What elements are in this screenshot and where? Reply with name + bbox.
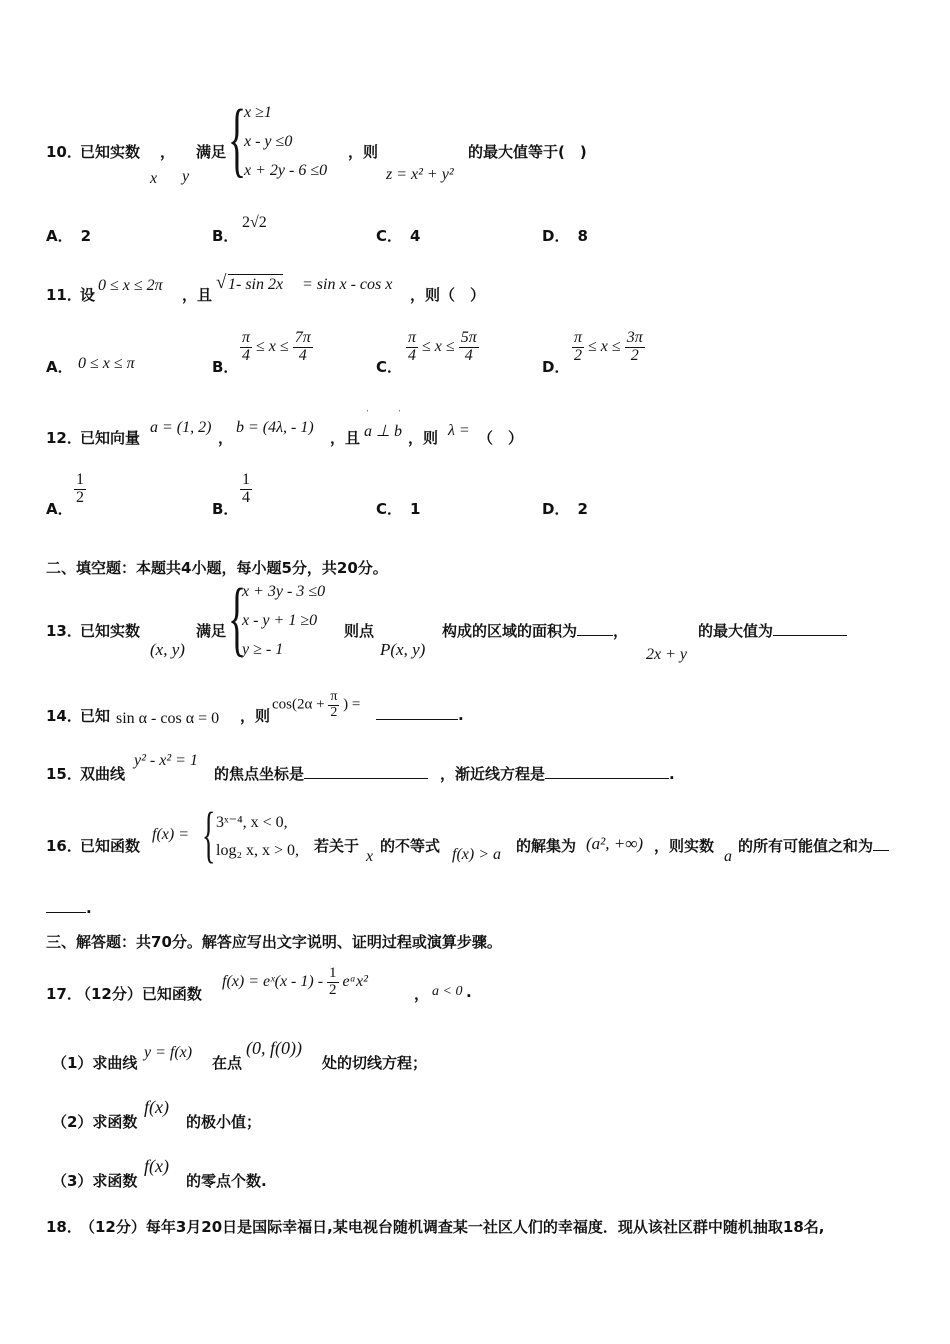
sqrt-icon: √ (216, 272, 227, 293)
q14-condition: sin α - cos α = 0 (116, 710, 220, 727)
q11-option-b-label: B． (212, 358, 239, 376)
q11-option-a-value: 0 ≤ x ≤ π (78, 355, 135, 372)
q12-option-b-label: B． (212, 500, 239, 518)
q13-stem-3: 则点 (344, 622, 375, 640)
q12-stem-3: ，则 (408, 429, 439, 447)
q13-stem-1: 已知实数 (80, 622, 141, 640)
q14-number: 14． (46, 707, 82, 725)
q11-option-d-value: $\frac{\pi}{2}$ ≤ x ≤ $\frac{3\pi}{2}$ (574, 329, 643, 364)
q16-stem-1: 已知函数 (80, 837, 141, 855)
q16-number: 16． (46, 837, 82, 855)
q18-text: （12分）每年3月20日是国际幸福日,某电视台随机调查某一社区人们的幸福度．现从该社区群中随机抽取18名, (80, 1218, 825, 1236)
q12-comma: ， (218, 429, 234, 447)
q13-brace: { (228, 572, 247, 665)
q17-part-1-label: （1）求曲线 (52, 1054, 138, 1072)
q10-constraint-1: x ≥1 (244, 104, 272, 121)
q12-stem-2: ，且 (330, 429, 361, 447)
section-3-heading: 三、解答题：共70分。解答应写出文字说明、证明过程或演算步骤。 (46, 933, 502, 951)
q13-stem-2: 满足 (196, 622, 227, 640)
q10-stem-3: ，则 (348, 143, 379, 161)
q11-number: 11． (46, 286, 82, 304)
q10-option-c: C． 4 (376, 227, 421, 245)
q13-constraint-2: x - y + 1 ≥0 (242, 612, 318, 629)
section-2-heading: 二、填空题：本题共4小题，每小题5分，共20分。 (46, 559, 388, 577)
q17-number: 17． (46, 985, 82, 1003)
q10-stem-1: 已知实数 (80, 143, 141, 161)
q16-stem-2: 若关于 (314, 837, 360, 855)
q10-constraint-2: x - y ≤0 (244, 133, 293, 150)
q12-option-c: C． 1 (376, 500, 421, 518)
q16-inequality: f(x) > a (452, 846, 501, 863)
q16-stem-3: 的不等式 (380, 837, 441, 855)
q13-expression: 2x + y (646, 646, 687, 663)
q12-stem-4: （ ） (478, 429, 524, 447)
q17-part-3-function: f(x) (144, 1156, 169, 1176)
q12-vector-b: b = (4λ, - 1) (236, 419, 314, 436)
q17-part-3-label: （3）求函数 (52, 1172, 138, 1190)
q17-function: f(x) = eˣ(x - 1) - $\frac{1}{2}$ eᵃx² (222, 965, 368, 998)
q16-piece-2: log₂ x, x > 0, (216, 842, 300, 859)
q10-brace: { (228, 93, 247, 186)
q11-stem-3: ，则（ ） (410, 286, 486, 304)
q16-stem-6: 的所有可能值之和为 (738, 835, 889, 856)
q17-part-2-function: f(x) (144, 1097, 169, 1117)
q10-var-x: x (150, 170, 158, 187)
q16-var-x: x (366, 848, 374, 865)
vector-arrow-icon: ˈ (398, 409, 402, 420)
q10-number: 10． (46, 143, 82, 161)
q10-objective: z = x² + y² (386, 166, 454, 183)
q10-option-b-value: 2√2 (242, 214, 267, 231)
q12-lambda: λ = (448, 422, 470, 439)
q12-stem-1: 已知向量 (80, 429, 141, 447)
q14-answer-blank: . (376, 705, 464, 724)
q15-number: 15． (46, 765, 82, 783)
vector-arrow-icon: ˈ (366, 409, 370, 420)
q16-function: f(x) = (152, 826, 189, 843)
q10-option-a: A． 2 (46, 227, 92, 245)
q16-piece-1: 3ˣ⁻⁴, x < 0, (216, 814, 288, 831)
q16-answer-blank: . (46, 898, 92, 917)
q15-stem-1: 双曲线 (80, 765, 126, 783)
q13-pair: (x, y) (150, 640, 185, 659)
q15-equation: y² - x² = 1 (134, 752, 198, 769)
q10-constraint-3: x + 2y - 6 ≤0 (244, 162, 328, 179)
q10-stem-4: 的最大值等于( ) (468, 143, 587, 161)
q10-option-b-label: B． (212, 227, 239, 245)
q14-expression: cos(2α + $\frac{\pi}{2}$ ) = (272, 689, 361, 720)
q13-constraint-3: y ≥ - 1 (242, 641, 284, 658)
q15-stem-3: ，渐近线方程是 . (440, 765, 675, 783)
q13-stem-5: 的最大值为 (698, 620, 847, 641)
q14-stem-1: 已知 (80, 707, 111, 725)
q12-option-a-value: $\frac{1}{2}$ (76, 471, 84, 506)
q11-condition: 0 ≤ x ≤ 2π (98, 277, 163, 294)
q11-stem-1: 设 (80, 286, 96, 304)
q17-part-1-end: 处的切线方程； (322, 1054, 428, 1072)
q10-option-d: D． 8 (542, 227, 588, 245)
q11-equation-right: = sin x - cos x (302, 276, 393, 293)
q13-constraint-1: x + 3y - 3 ≤0 (242, 583, 326, 600)
q12-option-d: D． 2 (542, 500, 588, 518)
q12-option-a-label: A． (46, 500, 73, 518)
q17-comma: ， (414, 985, 430, 1003)
q16-stem-4: 的解集为 (516, 837, 577, 855)
q17-part-2-label: （2）求函数 (52, 1113, 138, 1131)
q17-part-1-curve: y = f(x) (144, 1044, 193, 1061)
q10-var-y: y (182, 168, 190, 185)
q16-var-a: a (724, 848, 732, 865)
q17-part-2-text: 的极小值； (186, 1113, 262, 1131)
q12-option-b-value: $\frac{1}{4}$ (242, 471, 250, 506)
q17-part-1-point: (0, f(0)) (246, 1038, 302, 1058)
q11-option-a-label: A． (46, 358, 73, 376)
q17-dot: . (466, 983, 472, 1001)
q12-perpendicular: a ⊥ b (364, 423, 402, 440)
q16-solution-set: (a², +∞) (586, 834, 644, 853)
q11-stem-2: ，且 (182, 286, 213, 304)
q18-number: 18． (46, 1218, 82, 1236)
q10-stem-2: 满足 (196, 143, 227, 161)
q11-radicand: 1- sin 2x (228, 276, 284, 293)
q13-stem-4: 构成的区域的面积为 ， (442, 622, 629, 640)
q12-vector-a: a = (1, 2) (150, 419, 212, 436)
q13-number: 13． (46, 622, 82, 640)
q17-condition: a < 0 (432, 984, 463, 999)
q15-stem-2: 的焦点坐标是 (214, 763, 428, 784)
q11-option-b-value: $\frac{\pi}{4}$ ≤ x ≤ $\frac{7\pi}{4}$ (242, 329, 311, 364)
q11-option-c-value: $\frac{\pi}{4}$ ≤ x ≤ $\frac{5\pi}{4}$ (408, 329, 477, 364)
q16-brace: { (202, 801, 216, 869)
q17-stem: （12分）已知函数 (76, 985, 202, 1003)
q14-stem-2: ，则 (240, 707, 271, 725)
q13-point: P(x, y) (380, 640, 426, 659)
q10-comma: ， (160, 143, 176, 161)
q16-stem-5: ，则实数 (654, 837, 715, 855)
q17-part-1-text: 在点 (212, 1054, 243, 1072)
q11-option-d-label: D． (542, 358, 570, 376)
q11-option-c-label: C． (376, 358, 403, 376)
q17-part-3-text: 的零点个数. (186, 1172, 267, 1190)
q12-number: 12． (46, 429, 82, 447)
